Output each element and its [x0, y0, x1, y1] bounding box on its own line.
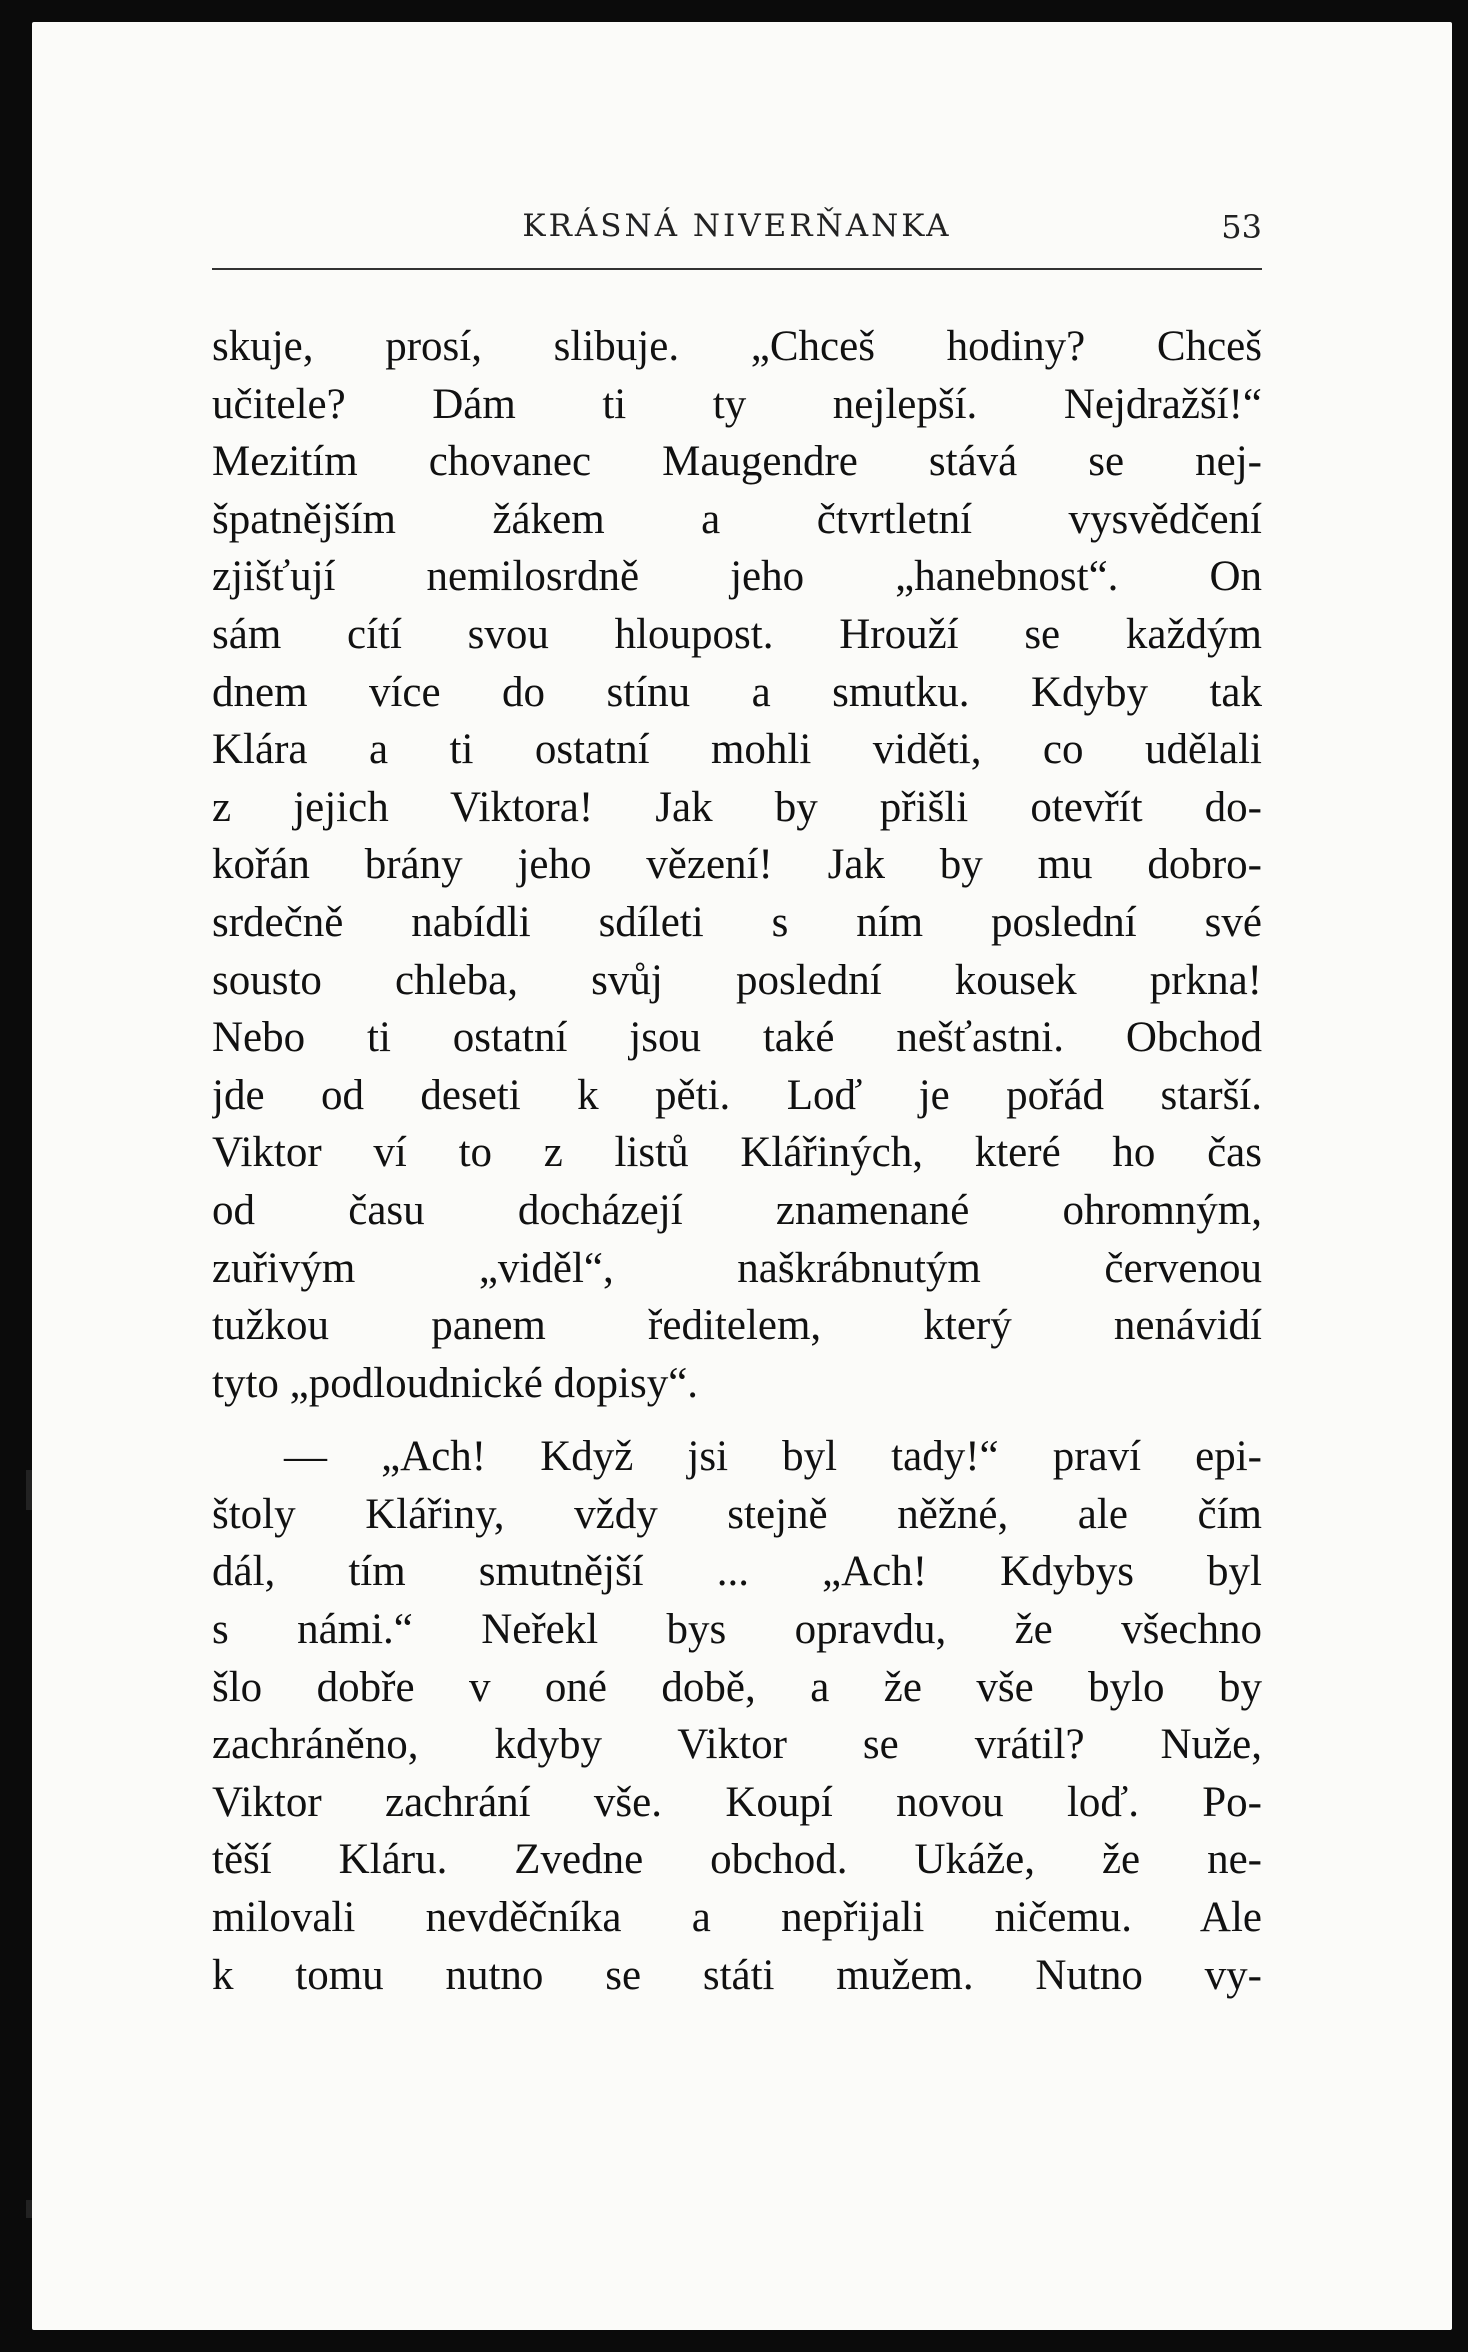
text-line: k tomu nutno se státi mužem. Nutno vy-: [212, 1951, 1262, 1999]
header-rule: [212, 268, 1262, 270]
text-line: skuje, prosí, slibuje. „Chceš hodiny? Chceš: [212, 323, 1262, 370]
text-line: těší Kláru. Zvedne obchod. Ukáže, že ne-: [212, 1836, 1262, 1884]
text-line: s námi.“ Neřekl bys opravdu, že všechno: [212, 1606, 1262, 1654]
page-number: 53: [1221, 208, 1262, 246]
text-line: Mezitím chovanec Maugendre stává se nej-: [212, 438, 1262, 486]
paragraph-gap: [212, 1412, 1262, 1428]
text-line: z jejich Viktora! Jak by přišli otevřít do-: [212, 783, 1262, 831]
text-line: od času docházejí znamenané ohromným,: [212, 1186, 1262, 1234]
text-line: dnem více do stínu a smutku. Kdyby tak: [212, 668, 1262, 716]
text-line: srdečně nabídli sdíleti s ním poslední své: [212, 898, 1262, 946]
page-header: [212, 190, 1262, 260]
text-line: sousto chleba, svůj poslední kousek prkna!: [212, 956, 1262, 1004]
text-line: jde od deseti k pěti. Loď je pořád starší.: [212, 1071, 1262, 1119]
text-line: špatnějším žákem a čtvrtletní vysvědčení: [212, 495, 1262, 543]
text-line: Nebo ti ostatní jsou také nešťastni. Obchod: [212, 1014, 1262, 1062]
text-line: Viktor zachrání vše. Koupí novou loď. Po-: [212, 1778, 1262, 1826]
text-line: dál, tím smutnější ... „Ach! Kdybys byl: [212, 1548, 1262, 1596]
paragraph: [212, 1428, 1262, 2004]
text-line: Klára a ti ostatní mohli viděti, co udělali: [212, 726, 1262, 774]
text-line: zjišťují nemilosrdně jeho „hanebnost“. On: [212, 553, 1262, 601]
text-line: štoly Klářiny, vždy stejně něžné, ale čím: [212, 1490, 1262, 1538]
text-line: zuřivým „viděl“, naškrábnutým červenou: [212, 1244, 1262, 1292]
paragraph: [212, 318, 1262, 1412]
text-line: tužkou panem ředitelem, který nenávidí: [212, 1302, 1262, 1350]
text-line: kořán brány jeho vězení! Jak by mu dobro-: [212, 841, 1262, 889]
text-line: učitele? Dám ti ty nejlepší. Nejdražší!“: [212, 380, 1262, 428]
text-line: šlo dobře v oné době, a že vše bylo by: [212, 1663, 1262, 1711]
text-line: Viktor ví to z listů Klářiných, které ho čas: [212, 1129, 1262, 1177]
text-line: sám cítí svou hloupost. Hrouží se každým: [212, 610, 1262, 658]
text-line: zachráněno, kdyby Viktor se vrátil? Nuže,: [212, 1721, 1262, 1769]
text-line: tyto „podloudnické dopisy“.: [212, 1359, 699, 1407]
text-line: milovali nevděčníka a nepřijali ničemu. Ale: [212, 1894, 1262, 1942]
running-title: KRÁSNÁ NIVERŇANKA: [522, 208, 952, 244]
body-text: [212, 318, 1262, 2004]
text-line: — „Ach! Když jsi byl tady!“ praví epi-: [284, 1433, 1262, 1481]
